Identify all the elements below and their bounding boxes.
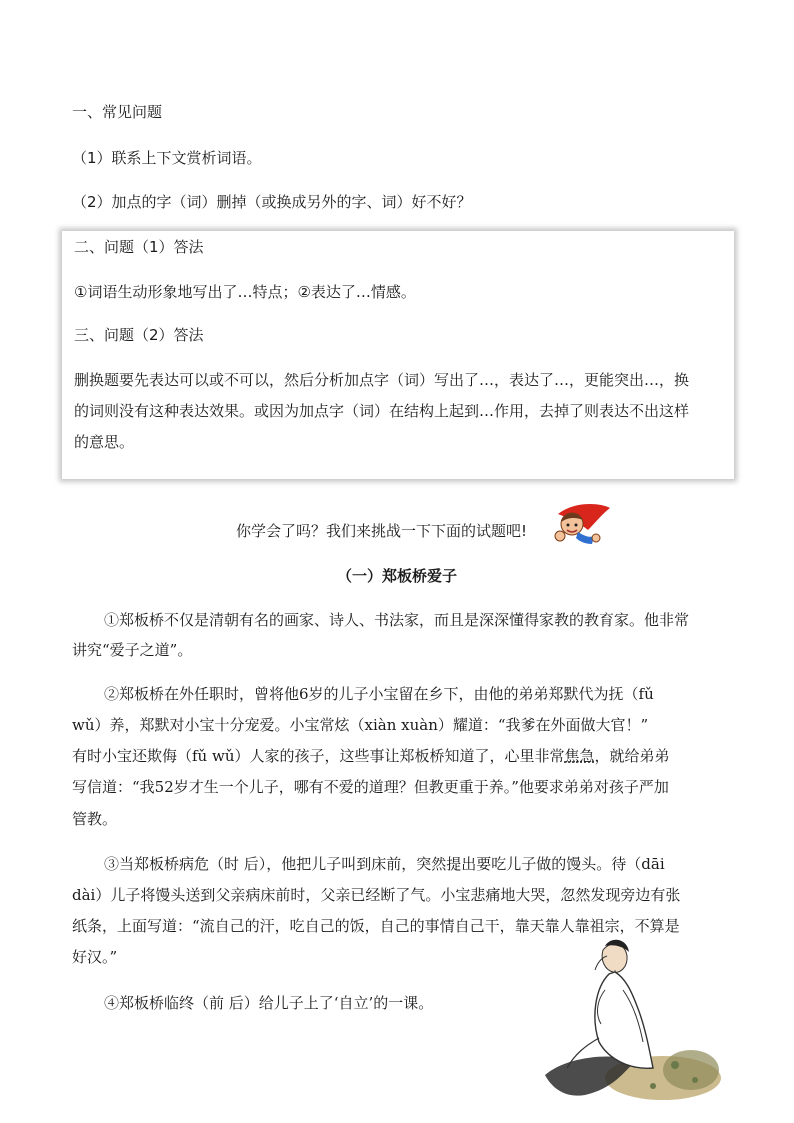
answer-method-box <box>62 231 734 479</box>
story-paragraph-2-line-5: 管教。 <box>72 810 118 828</box>
story-paragraph-4: ④郑板桥临终（前 后）给儿子上了‘自立’的一课。 <box>104 994 434 1012</box>
story-text: 有时小宝还欺侮（fǔ wǔ）人家的孩子，这些事让郑板桥知道了，心里非常 <box>72 747 565 765</box>
answer-heading-2: 三、问题（2）答法 <box>74 326 204 344</box>
story-paragraph-3-line-4: 好汉。” <box>72 948 118 966</box>
challenge-prompt: 你学会了吗？我们来挑战一下下面的试题吧! <box>236 522 528 540</box>
story-paragraph-3-line-3: 纸条，上面写道：“流自己的汗，吃自己的饭，自己的事情自己干，靠天靠人靠祖宗，不算是 <box>72 917 680 935</box>
story-paragraph-1-line-2: 讲究“爱子之道”。 <box>72 641 193 659</box>
answer-text-2-line-2: 的词则没有这种表达效果。或因为加点字（词）在结构上起到…作用，去掉了则表达不出这样 <box>74 402 690 420</box>
answer-text-2-line-3: 的意思。 <box>74 433 135 451</box>
story-text: ，就给弟弟 <box>594 747 670 765</box>
superhero-mascot-image <box>548 500 612 548</box>
section-heading-common-questions: 一、常见问题 <box>72 103 163 121</box>
story-paragraph-2-line-3 <box>72 746 670 766</box>
story-paragraph-3-line-2: dài）儿子将馒头送到父亲病床前时，父亲已经断了气。小宝悲痛地大哭，忽然发现旁边有张 <box>72 886 681 904</box>
story-paragraph-2-line-1: ②郑板桥在外任职时，曾将他6岁的儿子小宝留在乡下，由他的弟弟郑默代为抚（fǔ <box>104 685 654 703</box>
answer-text-2-line-1: 删换题要先表达可以或不可以，然后分析加点字（词）写出了…，表达了…，更能突出…，换 <box>74 371 690 389</box>
story-title: （一）郑板桥爱子 <box>336 567 457 585</box>
story-paragraph-3-line-1: ③当郑板桥病危（时 后），他把儿子叫到床前，突然提出要吃儿子做的馒头。待（dāi <box>104 855 665 873</box>
story-paragraph-1-line-1: ①郑板桥不仅是清朝有名的画家、诗人、书法家，而且是深深懂得家教的教育家。他非常 <box>104 611 690 629</box>
answer-heading-1: 二、问题（1）答法 <box>74 238 204 256</box>
story-paragraph-2-line-4: 写信道：“我52岁才生一个儿子，哪有不爱的道理？但教更重于养。”他要求弟弟对孩子严加 <box>72 778 669 796</box>
scholar-painting-image <box>545 930 725 1105</box>
answer-text-1: ①词语生动形象地写出了…特点；②表达了…情感。 <box>74 283 416 301</box>
question-2: （2）加点的字（词）删掉（或换成另外的字、词）好不好？ <box>72 193 472 211</box>
story-paragraph-2-line-2: wǔ）养，郑默对小宝十分宠爱。小宝常炫（xiàn xuàn）耀道：“我爹在外面做大官！” <box>72 716 649 734</box>
question-1: （1）联系上下文赏析词语。 <box>72 149 262 167</box>
dotted-word: 焦急 <box>564 747 595 765</box>
